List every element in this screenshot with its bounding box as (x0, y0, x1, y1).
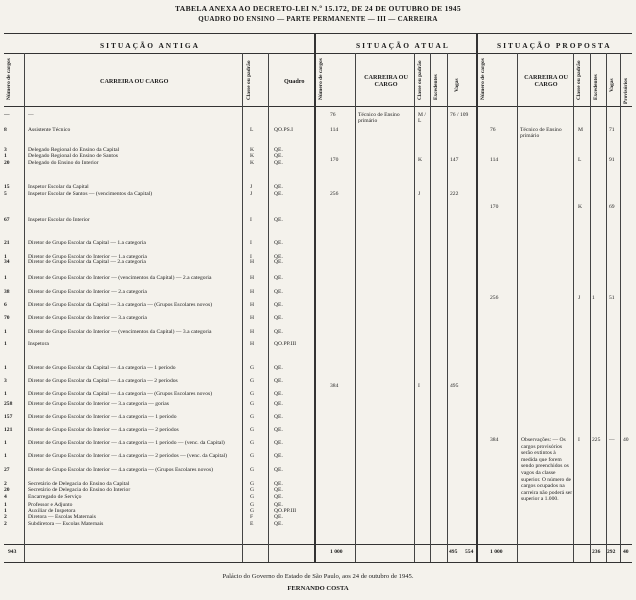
atual-vagas: 495 (450, 383, 459, 389)
antiga-classe: G (250, 427, 255, 433)
antiga-quadro: QE. (274, 467, 283, 473)
atual-num-cargos: 170 (330, 157, 339, 163)
antiga-num-cargos: — (4, 112, 10, 118)
section-antiga: SITUAÇÃO ANTIGA (100, 41, 201, 50)
antiga-num-cargos: 4 (4, 494, 7, 500)
antiga-classe: G (250, 391, 255, 397)
antiga-num-cargos: 3 (4, 147, 7, 153)
antiga-cargo: Secretário de Delegacia do Ensino da Capital (28, 481, 130, 487)
antiga-num-cargos: 1 (4, 440, 7, 446)
col-divider (24, 53, 25, 562)
col-header-classe-atual: Classe ou padrão (417, 60, 423, 100)
antiga-num-cargos: 1 (4, 365, 7, 371)
antiga-cargo: Diretor de Grupo Escolar do Interior — 3.a categoria — gorias (28, 401, 169, 407)
antiga-quadro: QE. (274, 184, 283, 190)
antiga-quadro: QE. (274, 494, 283, 500)
proposta-vagas: 69 (609, 204, 615, 210)
antiga-num-cargos: 34 (4, 259, 10, 265)
proposta-classe: K (578, 204, 583, 210)
antiga-cargo: Professor e Adjunto (28, 502, 73, 508)
total-atual: 1 000 (330, 549, 343, 555)
total-atual-exc: 495 (449, 549, 458, 555)
antiga-num-cargos: 27 (4, 467, 10, 473)
antiga-cargo: Diretor de Grupo Escolar da Capital — 4.a categoria — (Grupos Escolares novos) (28, 391, 213, 397)
total-atual-vagas: 554 (465, 549, 474, 555)
proposta-excedentes: 225 (592, 437, 601, 443)
antiga-quadro: QE. (274, 378, 283, 384)
proposta-num-cargos: 114 (490, 157, 499, 163)
antiga-cargo: Diretor de Grupo Escolar da Capital — 3.a categoria — (Grupos Escolares novos) (28, 302, 213, 308)
atual-classe: J (418, 191, 421, 197)
total-rule (4, 544, 632, 545)
antiga-cargo: Diretor de Grupo Escolar do Interior — (vencimentos da Capital) — 3.a categoria (28, 329, 212, 335)
antiga-quadro: QE. (274, 514, 283, 520)
bottom-rule (4, 562, 632, 563)
col-header-carreira: CARREIRA OU CARGO (100, 78, 169, 85)
atual-vagas: 76 / 109 (450, 112, 469, 118)
antiga-cargo: Diretor de Grupo Escolar do Interior — 4.a categoria — (Grupos Escolares novos) (28, 467, 214, 473)
antiga-quadro: QE. (274, 275, 283, 281)
antiga-classe: H (250, 329, 255, 335)
col-header-classe: Classe ou padrão (246, 60, 252, 100)
antiga-classe: G (250, 502, 255, 508)
antiga-classe: H (250, 341, 255, 347)
atual-classe: K (418, 157, 423, 163)
antiga-num-cargos: 1 (4, 341, 7, 347)
footer-signature: FERNANDO COSTA (287, 585, 349, 592)
antiga-classe: K (250, 147, 255, 153)
antiga-classe: H (250, 302, 255, 308)
decree-title: TABELA ANEXA AO DECRETO-LEI N.º 15.172, DE 24 DE OUTUBRO DE 1945 (175, 4, 461, 13)
antiga-num-cargos: 2 (4, 481, 7, 487)
antiga-quadro: QE. (274, 289, 283, 295)
antiga-num-cargos: 21 (4, 240, 10, 246)
col-divider (517, 53, 518, 562)
antiga-quadro: QE. (274, 440, 283, 446)
antiga-quadro: QE. (274, 453, 283, 459)
col-header-prov-prop: Provisórios (623, 78, 629, 104)
antiga-quadro: QE. (274, 315, 283, 321)
antiga-cargo: Diretor de Grupo Escolar da Capital — 2.a categoria (28, 259, 146, 265)
footer-place-date: Palácio do Governo do Estado de São Paulo, aos 24 de outubro de 1945. (222, 573, 414, 580)
antiga-cargo: Inspetor Escolar de Santos — (vencimentos da Capital) (28, 191, 153, 197)
antiga-num-cargos: 8 (4, 127, 7, 133)
col-header-exc-atual: Excedentes (433, 74, 439, 100)
proposta-num-cargos: 384 (490, 437, 499, 443)
antiga-cargo: Diretor de Grupo Escolar do Interior — (vencimentos da Capital) — 2.a categoria (28, 275, 212, 281)
antiga-cargo: Diretor de Grupo Escolar do Interior — 3.a categoria (28, 315, 147, 321)
antiga-cargo: Subdiretora — Escolas Maternais (28, 521, 104, 527)
atual-num-cargos: 76 (330, 112, 336, 118)
antiga-num-cargos: 1 (4, 254, 7, 260)
antiga-num-cargos: 1 (4, 153, 7, 159)
total-prop-exc: 236 (592, 549, 601, 555)
antiga-quadro: QE. (274, 487, 283, 493)
antiga-num-cargos: 1 (4, 453, 7, 459)
col-divider (242, 53, 243, 562)
antiga-classe: H (250, 275, 255, 281)
section-divider (314, 33, 316, 562)
total-antiga: 943 (8, 549, 17, 555)
atual-num-cargos: 256 (330, 191, 339, 197)
proposta-classe: I (578, 437, 580, 443)
antiga-cargo: Auxiliar de Inspetora (28, 508, 76, 514)
antiga-classe: G (250, 494, 255, 500)
antiga-quadro: QE. (274, 254, 283, 260)
antiga-cargo: — (28, 112, 34, 118)
col-divider (447, 53, 448, 562)
antiga-quadro: QE. (274, 153, 283, 159)
col-header-num-prop: Número de cargos (480, 58, 486, 100)
antiga-cargo: Diretor de Grupo Escolar do Interior — 4.a categoria — 1 período — (venc. da Capital) (28, 440, 225, 446)
antiga-classe: E (250, 521, 254, 527)
antiga-num-cargos: 2 (4, 514, 7, 520)
antiga-num-cargos: 1 (4, 329, 7, 335)
antiga-cargo: Diretor de Grupo Escolar do Interior — 4.a categoria — 2 períodos — (venc. da Capital) (28, 453, 227, 459)
antiga-classe: I (250, 254, 252, 260)
antiga-classe: G (250, 414, 255, 420)
antiga-num-cargos: 258 (4, 401, 13, 407)
antiga-classe: G (250, 508, 255, 514)
antiga-classe: G (250, 378, 255, 384)
antiga-cargo: Diretor de Grupo Escolar do Interior — 4.a categoria — 2 períodos (28, 427, 179, 433)
col-header-num-atual: Número de cargos (318, 58, 324, 100)
antiga-quadro: QE. (274, 391, 283, 397)
antiga-num-cargos: 6 (4, 302, 7, 308)
col-divider (573, 53, 574, 562)
col-header-num: Número de cargos (6, 58, 12, 100)
col-header-quadro: Quadro (284, 78, 305, 85)
proposta-num-cargos: 76 (490, 127, 496, 133)
observacoes-note: Observações: — Os cargos provisórios serão extintos à medida que forem sendo preenchidos os vagos da classe superior. O número de cargos ocupados na carreira não poderá ser superior a 1.000. (521, 437, 573, 503)
antiga-classe: G (250, 467, 255, 473)
antiga-quadro: QE. (274, 160, 283, 166)
atual-cargo: Técnico de Ensino primário (358, 112, 400, 125)
antiga-classe: G (250, 453, 255, 459)
proposta-classe: J (578, 295, 581, 301)
col-header-carreira-prop: CARREIRA OU CARGO (524, 74, 568, 88)
antiga-cargo: Encarregado de Serviço (28, 494, 82, 500)
antiga-num-cargos: 38 (4, 289, 10, 295)
antiga-quadro: QE. (274, 191, 283, 197)
antiga-quadro: QE. (274, 259, 283, 265)
antiga-quadro: QO.PP.III (274, 508, 297, 514)
antiga-cargo: Diretor de Grupo Escolar do Interior — 2.a categoria (28, 289, 147, 295)
antiga-num-cargos: 1 (4, 502, 7, 508)
proposta-cargo: Técnico de Ensino primário (520, 127, 562, 140)
antiga-quadro: QE. (274, 147, 283, 153)
atual-vagas: 147 (450, 157, 459, 163)
antiga-classe: G (250, 365, 255, 371)
antiga-classe: K (250, 153, 255, 159)
proposta-num-cargos: 170 (490, 204, 499, 210)
col-divider (620, 53, 621, 562)
proposta-excedentes: 1 (592, 295, 595, 301)
antiga-num-cargos: 121 (4, 427, 13, 433)
antiga-cargo: Diretor de Grupo Escolar da Capital — 1.a categoria (28, 240, 146, 246)
antiga-quadro: QE. (274, 302, 283, 308)
antiga-num-cargos: 15 (4, 184, 10, 190)
antiga-quadro: QE. (274, 240, 283, 246)
antiga-num-cargos: 67 (4, 217, 10, 223)
antiga-cargo: Inspetora (28, 341, 49, 347)
atual-num-cargos: 384 (330, 383, 339, 389)
antiga-num-cargos: 157 (4, 414, 13, 420)
section-atual: SITUAÇÃO ATUAL (356, 41, 450, 50)
antiga-classe: J (250, 191, 253, 197)
col-divider (414, 53, 415, 562)
antiga-classe: I (250, 240, 252, 246)
top-rule (4, 33, 632, 34)
antiga-cargo: Delegado Regional do Ensino da Capital (28, 147, 120, 153)
section-proposta: SITUAÇÃO PROPOSTA (497, 41, 612, 50)
antiga-num-cargos: 20 (4, 487, 10, 493)
proposta-vagas: — (609, 437, 615, 443)
antiga-classe: G (250, 481, 255, 487)
proposta-vagas: 91 (609, 157, 615, 163)
col-header-vagas-atual: Vagas (454, 78, 460, 92)
antiga-num-cargos: 3 (4, 378, 7, 384)
antiga-cargo: Diretora — Escolas Maternais (28, 514, 96, 520)
antiga-quadro: QE. (274, 502, 283, 508)
antiga-cargo: Assistente Técnico (28, 127, 71, 133)
antiga-cargo: Diretor de Grupo Escolar da Capital — 4.a categoria — 1 período (28, 365, 176, 371)
antiga-num-cargos: 1 (4, 275, 7, 281)
proposta-classe: L (578, 157, 582, 163)
antiga-quadro: QE. (274, 521, 283, 527)
antiga-num-cargos: 5 (4, 191, 7, 197)
antiga-classe: G (250, 440, 255, 446)
col-divider (268, 53, 269, 562)
antiga-num-cargos: 70 (4, 315, 10, 321)
antiga-cargo: Diretor de Grupo Escolar da Capital — 4.a categoria — 2 períodos (28, 378, 178, 384)
proposta-classe: M (578, 127, 583, 133)
antiga-quadro: QO.PS.I (274, 127, 293, 133)
col-divider (590, 53, 591, 562)
antiga-quadro: QE. (274, 401, 283, 407)
col-header-vagas-prop: Vagas (609, 78, 615, 92)
proposta-vagas: 71 (609, 127, 615, 133)
atual-vagas: 222 (450, 191, 459, 197)
section-rule (4, 53, 632, 54)
atual-classe: I (418, 383, 420, 389)
antiga-quadro: QE. (274, 329, 283, 335)
antiga-cargo: Delegado Regional do Ensino de Santos (28, 153, 118, 159)
antiga-classe: I (250, 217, 252, 223)
antiga-cargo: Delegado do Ensino do Interior (28, 160, 99, 166)
col-header-exc-prop: Excedentes (593, 74, 599, 100)
total-prop-vagas: 292 (607, 549, 616, 555)
proposta-num-cargos: 256 (490, 295, 499, 301)
antiga-num-cargos: 20 (4, 160, 10, 166)
proposta-provisorios: 40 (623, 437, 629, 443)
section-divider (476, 33, 478, 562)
antiga-quadro: QO.PP.III (274, 341, 297, 347)
col-header-carreira-atual: CARREIRA OU CARGO (364, 74, 408, 88)
col-divider (430, 53, 431, 562)
antiga-classe: J (250, 184, 253, 190)
antiga-quadro: QE. (274, 365, 283, 371)
antiga-cargo: Secretário de Delegacia do Ensino do Interior (28, 487, 131, 493)
antiga-classe: G (250, 401, 255, 407)
atual-num-cargos: 114 (330, 127, 339, 133)
antiga-cargo: Diretor de Grupo Escolar do Interior — 4.a categoria — 1 período (28, 414, 177, 420)
antiga-num-cargos: 1 (4, 391, 7, 397)
antiga-classe: H (250, 259, 255, 265)
antiga-classe: K (250, 160, 255, 166)
col-divider (606, 53, 607, 562)
antiga-num-cargos: 1 (4, 508, 7, 514)
antiga-classe: F (250, 514, 254, 520)
antiga-quadro: QE. (274, 427, 283, 433)
antiga-classe: H (250, 315, 255, 321)
antiga-cargo: Diretor de Grupo Escolar do Interior — 1.a categoria (28, 254, 147, 260)
total-prop-prov: 40 (623, 549, 629, 555)
col-header-classe-prop: Classe ou padrão (576, 60, 582, 100)
atual-classe: M / L (418, 112, 426, 125)
total-prop: 1 000 (490, 549, 503, 555)
header-rule (4, 106, 632, 107)
antiga-quadro: QE. (274, 217, 283, 223)
antiga-classe: H (250, 289, 255, 295)
antiga-quadro: QE. (274, 414, 283, 420)
antiga-num-cargos: 2 (4, 521, 7, 527)
antiga-classe: G (250, 487, 255, 493)
table-subtitle: QUADRO DO ENSINO — PARTE PERMANENTE — III — CARREIRA (198, 15, 438, 23)
antiga-classe: L (250, 127, 254, 133)
antiga-quadro: QE. (274, 481, 283, 487)
col-divider (355, 53, 356, 562)
antiga-cargo: Inspetor Escolar da Capital (28, 184, 89, 190)
proposta-vagas: 51 (609, 295, 615, 301)
antiga-cargo: Inspetor Escolar do Interior (28, 217, 90, 223)
